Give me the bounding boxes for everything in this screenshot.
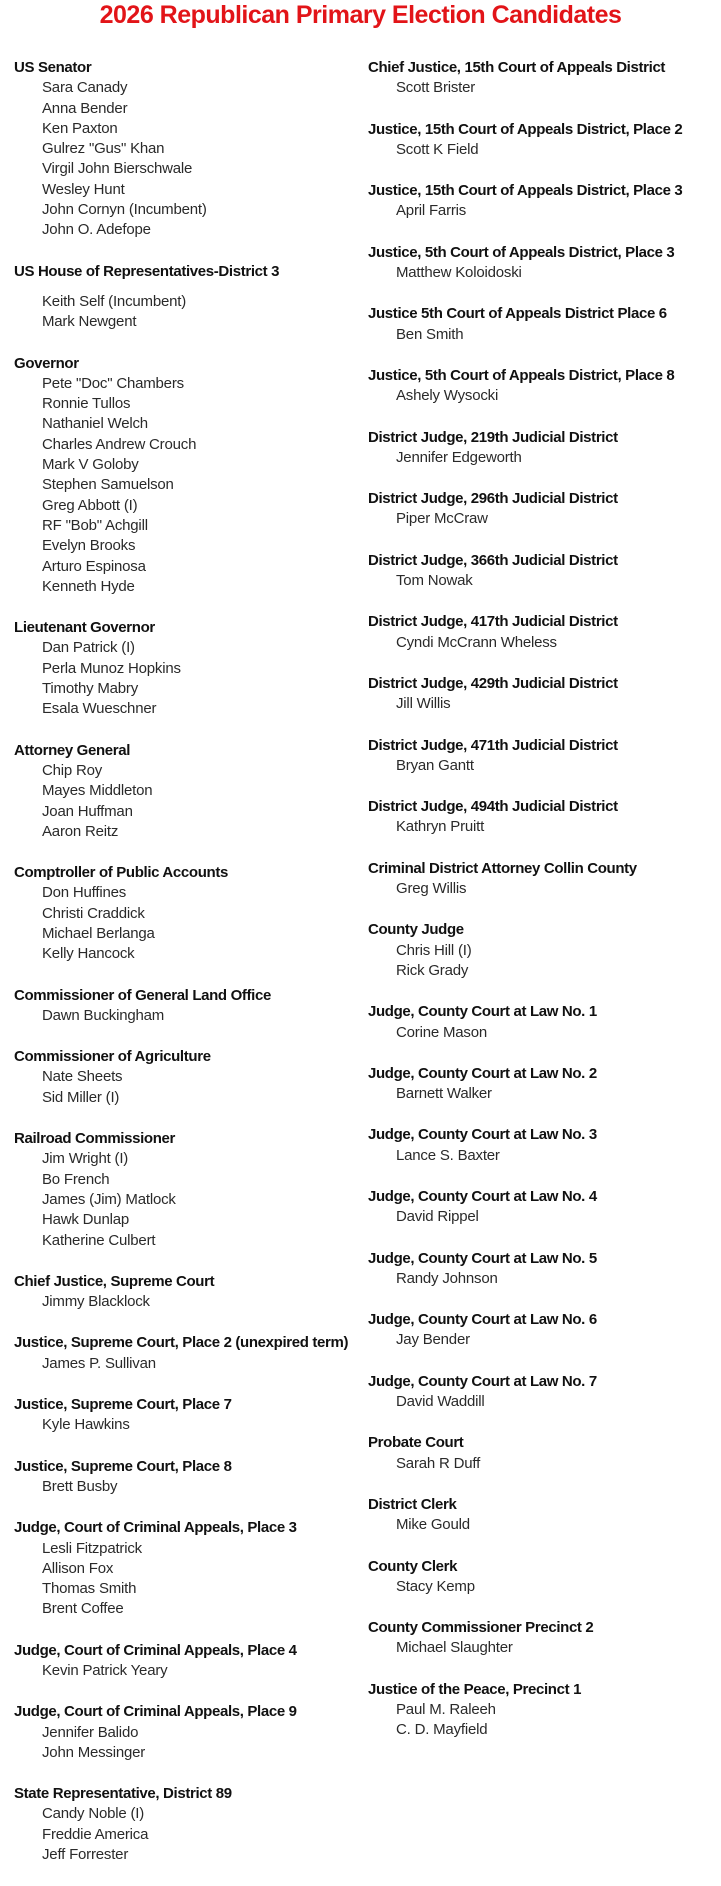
office-section [368, 797, 721, 838]
candidate-name: John Cornyn (Incumbent) [42, 201, 207, 219]
candidates-column-right [368, 58, 721, 1762]
office-heading: Railroad Commissioner [14, 1130, 176, 1148]
office-section [368, 120, 721, 161]
candidate-name: Ronnie Tullos [42, 395, 131, 413]
candidate-name: Scott K Field [396, 140, 479, 158]
office-heading: Justice, 5th Court of Appeals District, Place 8 [368, 366, 675, 384]
office-section [368, 1680, 721, 1741]
office-heading: Judge, County Court at Law No. 2 [368, 1064, 597, 1082]
office-heading: Chief Justice, 15th Court of Appeals District [368, 59, 666, 76]
candidate-name: Bryan Gantt [396, 756, 474, 774]
candidate-name: Cyndi McCrann Wheless [396, 633, 557, 651]
candidate-name: David Rippel [396, 1208, 479, 1226]
candidate-name: Thomas Smith [42, 1580, 137, 1598]
candidate-name: Christi Craddick [42, 904, 145, 922]
office-section [368, 1372, 721, 1413]
office-section [368, 304, 721, 345]
office-heading: Judge, County Court at Law No. 1 [368, 1003, 597, 1021]
office-section [14, 1272, 364, 1313]
office-heading: County Commissioner Precinct 2 [368, 1619, 594, 1637]
candidate-name: Jill Willis [396, 695, 451, 713]
candidate-name: Matthew Koloidoski [396, 264, 522, 282]
office-section [368, 1064, 721, 1105]
candidate-name: Corine Mason [396, 1023, 487, 1041]
candidate-name: John O. Adefope [42, 221, 151, 239]
candidate-name: Jeff Forrester [42, 1846, 129, 1864]
office-heading: County Clerk [368, 1557, 458, 1575]
candidate-name: Sarah R Duff [396, 1454, 481, 1472]
candidate-name: Brett Busby [42, 1477, 118, 1495]
office-section [14, 618, 364, 719]
office-heading: Lieutenant Governor [14, 619, 155, 637]
office-heading: US House of Representatives-District 3 [14, 262, 280, 280]
office-heading: District Judge, 219th Judicial District [368, 428, 618, 446]
candidate-name: C. D. Mayfield [396, 1721, 488, 1739]
office-section [368, 1249, 721, 1290]
office-heading: Justice, Supreme Court, Place 8 [14, 1457, 232, 1475]
office-heading: Judge, County Court at Law No. 5 [368, 1249, 597, 1267]
candidate-name: Timothy Mabry [42, 680, 139, 698]
candidate-name: Dawn Buckingham [42, 1006, 165, 1024]
office-section [14, 1333, 364, 1374]
candidate-name: Charles Andrew Crouch [42, 435, 197, 453]
candidate-name: Stephen Samuelson [42, 476, 174, 494]
candidate-name: Jennifer Edgeworth [396, 448, 522, 466]
candidate-name: Kenneth Hyde [42, 577, 135, 595]
office-heading: Commissioner of General Land Office [14, 986, 271, 1004]
office-section [368, 489, 721, 530]
candidate-name: Mark Newgent [42, 313, 137, 331]
candidate-name: James P. Sullivan [42, 1354, 156, 1372]
office-heading: Criminal District Attorney Collin County [368, 859, 637, 877]
candidate-name: Greg Abbott (I) [42, 496, 138, 514]
candidate-name: Mayes Middleton [42, 782, 153, 800]
office-section [368, 674, 721, 715]
candidate-name: Bo French [42, 1170, 110, 1188]
candidate-name: John Messinger [42, 1743, 146, 1761]
office-heading: Judge, Court of Criminal Appeals, Place 3 [14, 1519, 297, 1537]
candidate-name: Pete "Doc" Chambers [42, 374, 184, 392]
candidate-name: Wesley Hunt [42, 180, 125, 198]
office-section [368, 58, 721, 99]
candidate-name: Joan Huffman [42, 802, 133, 820]
candidate-name: Paul M. Raleeh [396, 1701, 496, 1719]
candidate-name: Dan Patrick (I) [42, 639, 135, 657]
candidate-name: Jennifer Balido [42, 1723, 139, 1741]
candidate-name: Kyle Hawkins [42, 1416, 130, 1434]
candidate-name: Mark V Goloby [42, 456, 139, 474]
candidate-name: Tom Nowak [396, 572, 473, 590]
candidate-name: Aaron Reitz [42, 822, 119, 840]
office-heading: Comptroller of Public Accounts [14, 864, 228, 882]
office-heading: District Judge, 417th Judicial District [368, 613, 618, 631]
candidate-name: April Farris [396, 202, 467, 220]
candidate-name: Randy Johnson [396, 1269, 498, 1287]
candidate-name: Lance S. Baxter [396, 1146, 500, 1164]
office-heading: Chief Justice, Supreme Court [14, 1272, 215, 1290]
office-section [14, 1641, 364, 1682]
office-section [14, 1395, 364, 1436]
office-heading: Judge, County Court at Law No. 6 [368, 1311, 597, 1329]
candidate-name: Ben Smith [396, 325, 464, 343]
candidate-name: Jimmy Blacklock [42, 1293, 150, 1311]
candidate-name: Sid Miller (I) [42, 1088, 120, 1106]
candidate-name: Allison Fox [42, 1559, 114, 1577]
office-section [14, 58, 364, 241]
candidate-name: David Waddill [396, 1393, 485, 1411]
office-heading: Justice, 5th Court of Appeals District, Place 3 [368, 243, 675, 261]
office-section [368, 859, 721, 900]
office-section [368, 1495, 721, 1536]
candidate-name: Chip Roy [42, 761, 103, 779]
candidate-name: Arturo Espinosa [42, 557, 146, 575]
page-title: 2026 Republican Primary Election Candidates [99, 1, 622, 29]
candidate-name: Rick Grady [396, 961, 469, 979]
office-section [14, 986, 364, 1027]
office-heading: District Judge, 296th Judicial District [368, 490, 618, 508]
office-section [368, 181, 721, 222]
office-heading: District Judge, 366th Judicial District [368, 551, 618, 569]
office-section [14, 1457, 364, 1498]
office-heading: Justice of the Peace, Precinct 1 [368, 1680, 582, 1698]
office-heading: Judge, Court of Criminal Appeals, Place 9 [14, 1703, 297, 1721]
candidate-name: Kevin Patrick Yeary [42, 1662, 168, 1679]
office-section [368, 1557, 721, 1598]
office-section [368, 736, 721, 777]
candidate-name: Jay Bender [396, 1331, 470, 1349]
candidate-name: Mike Gould [396, 1516, 470, 1534]
office-heading: Judge, County Court at Law No. 7 [368, 1372, 597, 1390]
candidate-name: Michael Berlanga [42, 924, 155, 942]
candidate-name: Katherine Culbert [42, 1231, 156, 1249]
candidate-name: Greg Willis [396, 880, 467, 898]
office-heading: Judge, County Court at Law No. 3 [368, 1126, 597, 1144]
office-heading: Probate Court [368, 1434, 464, 1452]
office-section [368, 1433, 721, 1474]
office-section [14, 863, 364, 964]
candidate-name: Sara Canady [42, 79, 128, 97]
candidate-name: Esala Wueschner [42, 700, 157, 718]
office-section [368, 1187, 721, 1228]
candidate-name: Perla Munoz Hopkins [42, 659, 181, 677]
office-heading: Attorney General [14, 741, 131, 759]
office-section [368, 612, 721, 653]
office-section [368, 1002, 721, 1043]
office-heading: Judge, County Court at Law No. 4 [368, 1187, 597, 1205]
candidate-name: Keith Self (Incumbent) [42, 292, 187, 310]
office-section [368, 1125, 721, 1166]
office-heading: District Judge, 471th Judicial District [368, 736, 618, 754]
candidate-name: Michael Slaughter [396, 1639, 513, 1657]
candidate-name: Anna Bender [42, 99, 128, 117]
candidate-name: Nate Sheets [42, 1068, 123, 1086]
office-heading: Justice, Supreme Court, Place 2 (unexpired term) [14, 1334, 349, 1352]
candidate-name: Chris Hill (I) [396, 941, 472, 959]
office-heading: Justice, Supreme Court, Place 7 [14, 1396, 232, 1414]
office-section [368, 920, 721, 981]
office-section [368, 1618, 721, 1659]
candidate-name: Kathryn Pruitt [396, 818, 485, 836]
office-heading: Justice, 15th Court of Appeals District, Place 2 [368, 120, 683, 138]
candidate-name: Nathaniel Welch [42, 415, 148, 433]
candidate-name: Virgil John Bierschwale [42, 160, 193, 178]
candidate-name: Jim Wright (I) [42, 1150, 129, 1168]
office-heading: US Senator [14, 59, 92, 76]
office-section [368, 428, 721, 469]
office-section [14, 1047, 364, 1108]
office-heading: Justice 5th Court of Appeals District Place 6 [368, 305, 667, 323]
office-heading: Governor [14, 354, 79, 372]
office-section [368, 243, 721, 284]
candidate-name: Stacy Kemp [396, 1577, 475, 1595]
candidate-name: Barnett Walker [396, 1085, 492, 1103]
candidate-name: Brent Coffee [42, 1600, 124, 1618]
candidate-name: Piper McCraw [396, 510, 488, 528]
candidate-name: Candy Noble (I) [42, 1805, 145, 1823]
candidate-name: James (Jim) Matlock [42, 1190, 176, 1208]
office-section [368, 366, 721, 407]
candidate-name: Ken Paxton [42, 119, 118, 137]
candidate-name: Hawk Dunlap [42, 1211, 130, 1229]
office-section [14, 1129, 364, 1251]
candidates-column-left [14, 58, 364, 1886]
office-section [14, 1784, 364, 1865]
office-heading: Justice, 15th Court of Appeals District, Place 3 [368, 182, 683, 200]
candidate-name: Evelyn Brooks [42, 537, 136, 555]
office-heading: District Clerk [368, 1495, 457, 1513]
office-section [368, 551, 721, 592]
office-section [14, 1518, 364, 1619]
office-heading: Commissioner of Agriculture [14, 1048, 211, 1066]
candidate-name: Scott Brister [396, 79, 476, 97]
office-heading: District Judge, 429th Judicial District [368, 674, 618, 692]
office-section [14, 262, 364, 333]
candidate-name: RF "Bob" Achgill [42, 516, 148, 534]
candidate-name: Kelly Hancock [42, 945, 135, 963]
office-section [14, 1702, 364, 1763]
candidate-name: Don Huffines [42, 884, 127, 902]
candidate-name: Gulrez "Gus" Khan [42, 140, 165, 158]
candidate-name: Lesli Fitzpatrick [42, 1539, 142, 1557]
office-section [14, 741, 364, 842]
office-section [14, 354, 364, 598]
office-heading: County Judge [368, 921, 464, 939]
office-heading: District Judge, 494th Judicial District [368, 798, 618, 816]
candidate-name: Freddie America [42, 1825, 149, 1843]
office-heading: Judge, Court of Criminal Appeals, Place 4 [14, 1641, 297, 1659]
office-section [368, 1310, 721, 1351]
office-heading: State Representative, District 89 [14, 1785, 232, 1803]
candidate-name: Ashely Wysocki [396, 387, 499, 405]
